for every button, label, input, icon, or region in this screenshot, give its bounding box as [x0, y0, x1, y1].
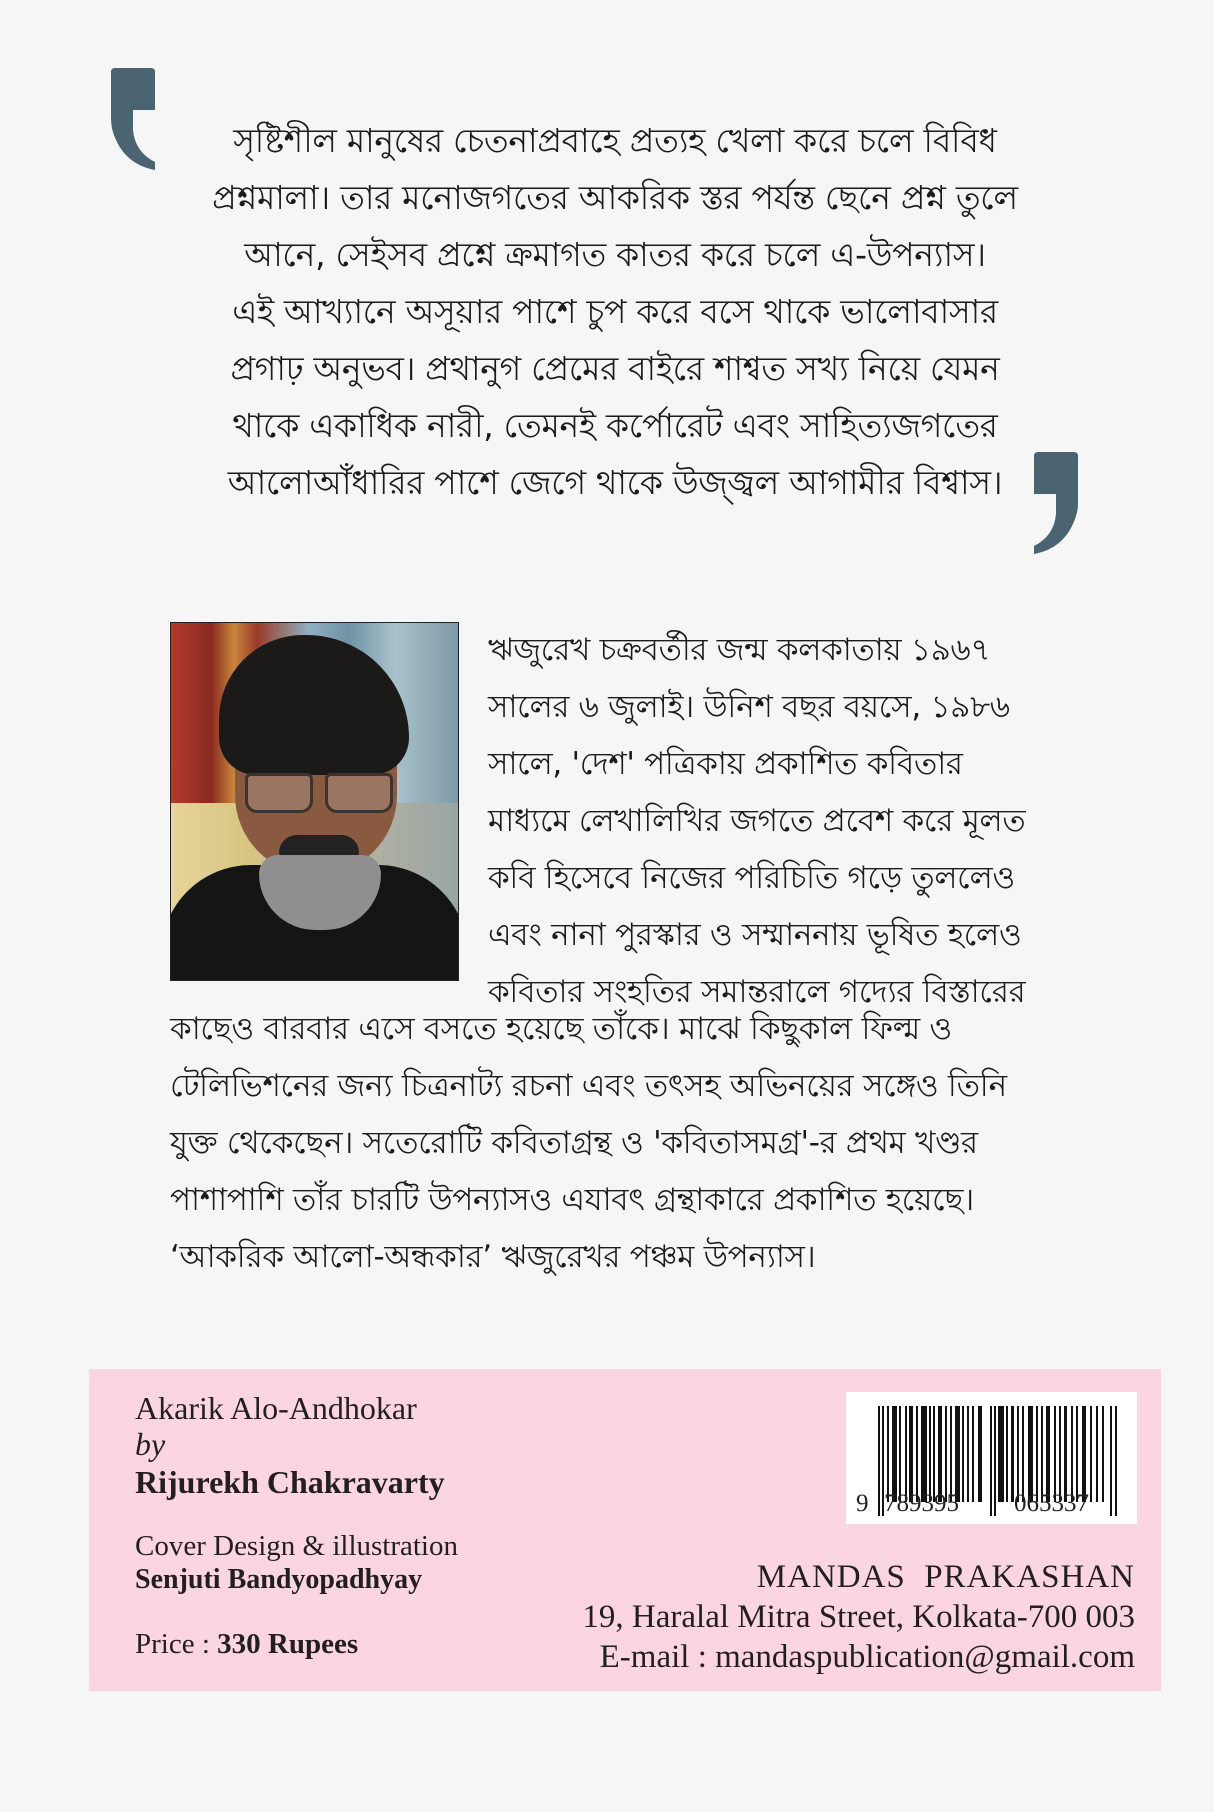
author-photo — [170, 622, 459, 981]
blurb-line: থাকে একাধিক নারী, তেমনই কর্পোরেট এবং সাহিত্যজগতের — [232, 406, 998, 445]
price-label: Price : — [135, 1628, 218, 1660]
book-credits — [135, 1389, 458, 1661]
author-bio-continued — [170, 1001, 1110, 1286]
bio-line: সালে, 'দেশ' পত্রিকায় প্রকাশিত কবিতার — [488, 746, 963, 782]
isbn-barcode — [846, 1392, 1137, 1524]
blurb-line: প্রগাঢ় অনুভব। প্রথানুগ প্রেমের বাইরে শাশ্বত সখ্য নিয়ে যেমন — [230, 349, 1000, 388]
blurb-line: প্রশ্নমালা। তার মনোজগতের আকরিক স্তর পর্যন্ত ছেনে প্রশ্ন তুলে — [212, 178, 1018, 217]
isbn-right-group: 065337 — [1014, 1490, 1089, 1517]
publisher-name: MANDAS PRAKASHAN — [756, 1559, 1135, 1595]
book-info-panel — [89, 1369, 1161, 1691]
bio-line: এবং নানা পুরস্কার ও সম্মাননায় ভূষিত হলেও — [488, 917, 1022, 953]
cover-credit-label: Cover Design & illustration — [135, 1530, 458, 1562]
bio-line: সালের ৬ জুলাই। উনিশ বছর বয়সে, ১৯৮৬ — [488, 689, 1010, 725]
blurb-quote — [150, 112, 1080, 511]
blurb-line: আলোআঁধারির পাশে জেগে থাকে উজ্জ্বল আগামীর বিশ্বাস। — [227, 463, 1003, 502]
bio-line: কবিতার সংহতির সমান্তরালে গদ্যের বিস্তারের — [488, 974, 1026, 1010]
book-title: Akarik Alo-Andhokar — [135, 1390, 417, 1426]
blurb-line: এই আখ্যানে অসূয়ার পাশে চুপ করে বসে থাকে ভালোবাসার — [232, 292, 998, 331]
price-value: 330 Rupees — [217, 1628, 359, 1660]
publisher-email: E-mail : mandaspublication@gmail.com — [599, 1639, 1135, 1675]
bio-line: মাধ্যমে লেখালিখির জগতে প্রবেশ করে মূলত — [488, 803, 1026, 839]
bio-line: ঋজুরেখ চক্রবর্তীর জন্ম কলকাতায় ১৯৬৭ — [488, 632, 991, 668]
bio-line: টেলিভিশনের জন্য চিত্রনাট্য রচনা এবং তৎসহ অভিনয়ের সঙ্গেও তিনি — [170, 1068, 1007, 1104]
cover-designer: Senjuti Bandyopadhyay — [135, 1564, 423, 1595]
blurb-line: আনে, সেইসব প্রশ্নে ক্রমাগত কাতর করে চলে এ-উপন্যাস। — [244, 235, 986, 274]
bio-line: পাশাপাশি তাঁর চারটি উপন্যাসও এযাবৎ গ্রন্থাকারে প্রকাশিত হয়েছে। — [170, 1182, 974, 1218]
isbn-digits — [856, 1490, 1089, 1518]
bio-line: কবি হিসেবে নিজের পরিচিতি গড়ে তুললেও — [488, 860, 1015, 896]
bio-line: যুক্ত থেকেছেন। সতেরোটি কবিতাগ্রন্থ ও 'কবিতাসমগ্র'-র প্রথম খণ্ডর — [170, 1125, 978, 1161]
publisher-address: 19, Haralal Mitra Street, Kolkata-700 003 — [582, 1599, 1135, 1635]
isbn-left-group: 789395 — [884, 1490, 959, 1517]
by-label: by — [135, 1426, 166, 1462]
isbn-prefix-digit: 9 — [856, 1490, 869, 1517]
author-name: Rijurekh Chakravarty — [135, 1464, 445, 1500]
close-quote-icon — [1034, 452, 1078, 554]
open-quote-icon — [111, 68, 155, 170]
price — [135, 1627, 458, 1661]
bio-line: কাছেও বারবার এসে বসতে হয়েছে তাঁকে। মাঝে কিছুকাল ফিল্ম ও — [170, 1011, 952, 1047]
author-bio-column — [488, 622, 1108, 1021]
bio-line: ‘আকরিক আলো-অন্ধকার’ ঋজুরেখর পঞ্চম উপন্যাস। — [170, 1239, 816, 1275]
publisher-info — [582, 1557, 1135, 1677]
blurb-line: সৃষ্টিশীল মানুষের চেতনাপ্রবাহে প্রত্যহ খেলা করে চলে বিবিধ — [233, 121, 997, 160]
